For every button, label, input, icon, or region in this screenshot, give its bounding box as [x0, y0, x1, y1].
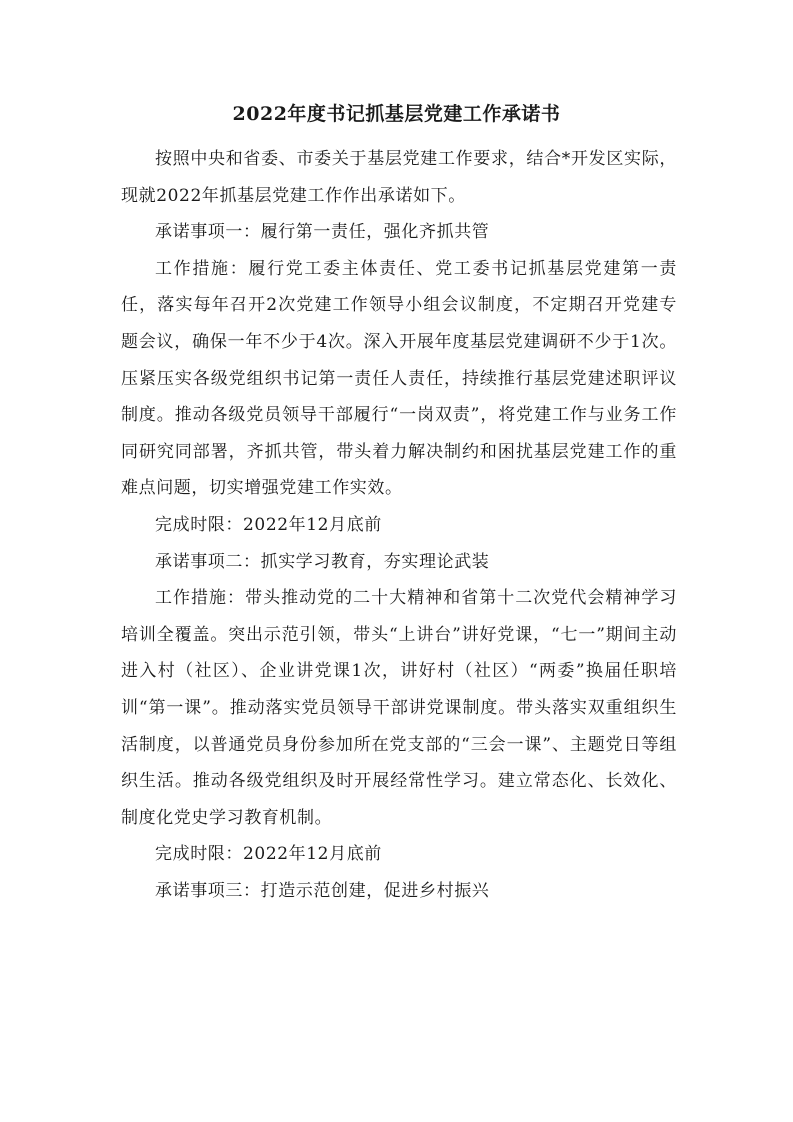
measures-paragraph-1: 工作措施：履行党工委主体责任、党工委书记抓基层党建第一责任，落实每年召开2次党建工作领导小组会议制度，不定期召开党建专题会议，确保一年不少于4次。深入开展年度基层党建调研不少于1次。压紧压实各级党组织书记第一责任人责任，持续推行基层党建述职评议制度。推动各级党员领导干部履行“一岗双责”，将党建工作与业务工作同研究同部署，齐抓共管，带头着力解决制约和困扰基层党建工作的重难点问题，切实增强党建工作实效。 — [121, 258, 677, 499]
document-title: 2022年度书记抓基层党建工作承诺书 — [232, 103, 561, 125]
measures-paragraph-2: 工作措施：带头推动党的二十大精神和省第十二次党代会精神学习培训全覆盖。突出示范引领，带头“上讲台”讲好党课，“七一”期间主动进入村（社区）、企业讲党课1次，讲好村（社区）“两委”换届任职培训“第一课”。推动落实党员领导干部讲党课制度。带头落实双重组织生活制度，以普通党员身份参加所在党支部的“三会一课”、主题党日等组织生活。推动各级党组织及时开展经常性学习。建立常态化、长效化、制度化党史学习教育机制。 — [121, 588, 677, 828]
deadline-2: 完成时限：2022年12月底前 — [155, 844, 382, 865]
commitment-heading-2: 承诺事项二：抓实学习教育，夯实理论武装 — [155, 551, 490, 572]
commitment-heading-3: 承诺事项三：打造示范创建，促进乡村振兴 — [155, 880, 490, 901]
deadline-1: 完成时限：2022年12月底前 — [155, 514, 382, 535]
intro-paragraph: 按照中央和省委、市委关于基层党建工作要求，结合*开发区实际，现就2022年抓基层党建工作作出承诺如下。 — [121, 149, 677, 206]
commitment-heading-1: 承诺事项一：履行第一责任，强化齐抓共管 — [155, 222, 490, 243]
document-body — [121, 141, 677, 909]
